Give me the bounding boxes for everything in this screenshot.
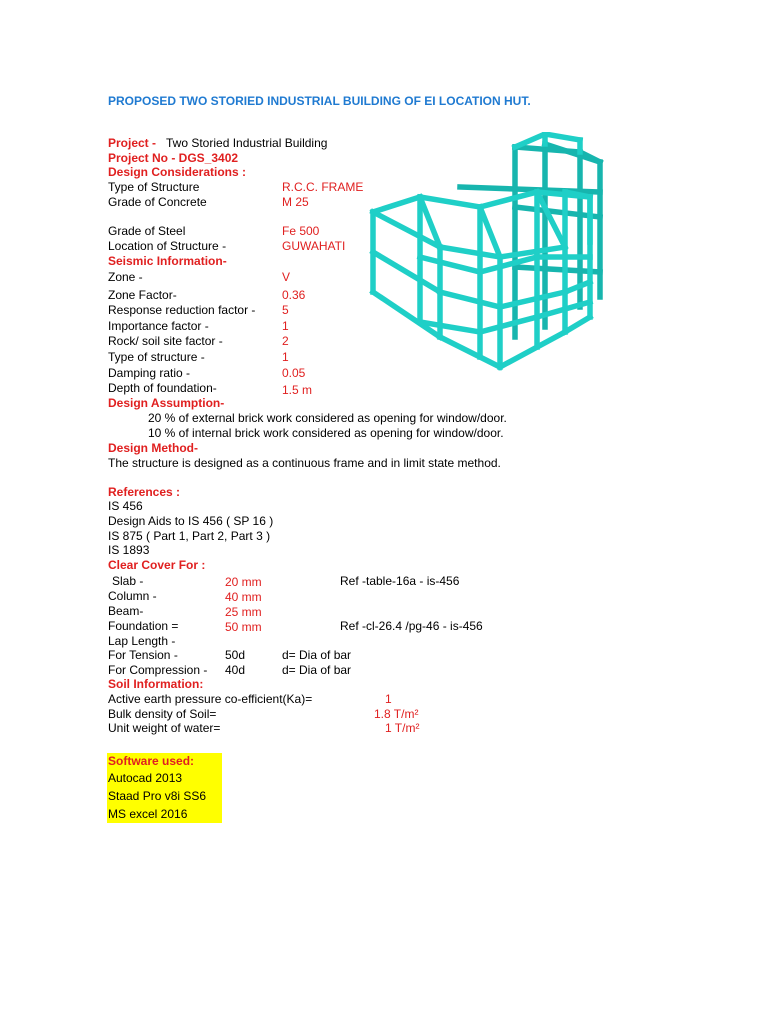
lap-value: 50d [225,648,246,662]
reference-item: IS 875 ( Part 1, Part 2, Part 3 ) [108,529,271,543]
dc-label: Location of Structure - [108,239,227,253]
design-method-heading: Design Method- [108,441,198,455]
cover-label: Beam- [108,604,144,618]
seismic-label: Zone Factor- [108,288,177,302]
soil-value: 1 T/m² [385,721,420,735]
cover-label: Slab - [112,574,144,588]
design-considerations-heading: Design Considerations : [108,165,247,179]
page-title: PROPOSED TWO STORIED INDUSTRIAL BUILDING OF EI LOCATION HUT. [108,94,531,108]
reference-item: Design Aids to IS 456 ( SP 16 ) [108,514,274,528]
design-method-text: The structure is designed as a continuous frame and in limit state method. [108,456,501,470]
lap-label: For Tension - [108,648,178,662]
dc-value: M 25 [282,195,309,209]
seismic-value: 2 [282,334,289,348]
lap-length-label: Lap Length - [108,634,176,648]
soil-label: Bulk density of Soil= [108,707,217,721]
seismic-label: Depth of foundation- [108,381,217,395]
seismic-value: 1.5 m [282,383,313,397]
seismic-label: Response reduction factor - [108,303,256,317]
lap-note: d= Dia of bar [282,648,352,662]
lap-value: 40d [225,663,246,677]
soil-value: 1 [385,692,392,706]
seismic-label: Zone - [108,270,143,284]
seismic-label: Damping ratio - [108,366,191,380]
lap-note: d= Dia of bar [282,663,352,677]
dc-label: Grade of Steel [108,224,186,238]
soil-value: 1.8 T/m² [374,707,419,721]
dc-label: Grade of Concrete [108,195,207,209]
soil-label: Unit weight of water= [108,721,221,735]
clear-cover-heading: Clear Cover For : [108,558,206,572]
seismic-value: 1 [282,350,289,364]
seismic-heading: Seismic Information- [108,254,227,268]
assumption-line: 10 % of internal brick work considered as opening for window/door. [148,426,504,440]
cover-label: Column - [108,589,157,603]
soil-label: Active earth pressure co-efficient(Ka)= [108,692,313,706]
cover-value: 25 mm [225,605,262,619]
seismic-value: 5 [282,303,289,317]
project-value: Two Storied Industrial Building [166,136,328,150]
project-no: Project No - DGS_3402 [108,151,239,165]
software-item: MS excel 2016 [108,807,188,821]
design-assumption-heading: Design Assumption- [108,396,225,410]
lap-label: For Compression - [108,663,208,677]
assumption-line: 20 % of external brick work considered as opening for window/door. [148,411,507,425]
seismic-label: Rock/ soil site factor - [108,334,223,348]
seismic-label: Importance factor - [108,319,209,333]
dc-label: Type of Structure [108,180,200,194]
software-item: Staad Pro v8i SS6 [108,789,207,803]
cover-value: 20 mm [225,575,262,589]
seismic-label: Type of structure - [108,350,205,364]
cover-label: Foundation = [108,619,179,633]
seismic-value: 0.05 [282,366,306,380]
seismic-value: 0.36 [282,288,306,302]
references-heading: References : [108,485,181,499]
structural-frame-figure [365,132,625,377]
cover-value: 40 mm [225,590,262,604]
cover-ref: Ref -table-16a - is-456 [340,574,460,588]
cover-value: 50 mm [225,620,262,634]
reference-item: IS 1893 [108,543,150,557]
cover-ref: Ref -cl-26.4 /pg-46 - is-456 [340,619,483,633]
seismic-value: 1 [282,319,289,333]
project-label: Project - [108,136,157,150]
seismic-value: V [282,270,291,284]
reference-item: IS 456 [108,499,143,513]
dc-value: R.C.C. FRAME [282,180,364,194]
soil-heading: Soil Information: [108,677,204,691]
software-heading: Software used: [108,754,195,768]
software-item: Autocad 2013 [108,771,183,785]
dc-value: GUWAHATI [282,239,346,253]
dc-value: Fe 500 [282,224,320,238]
